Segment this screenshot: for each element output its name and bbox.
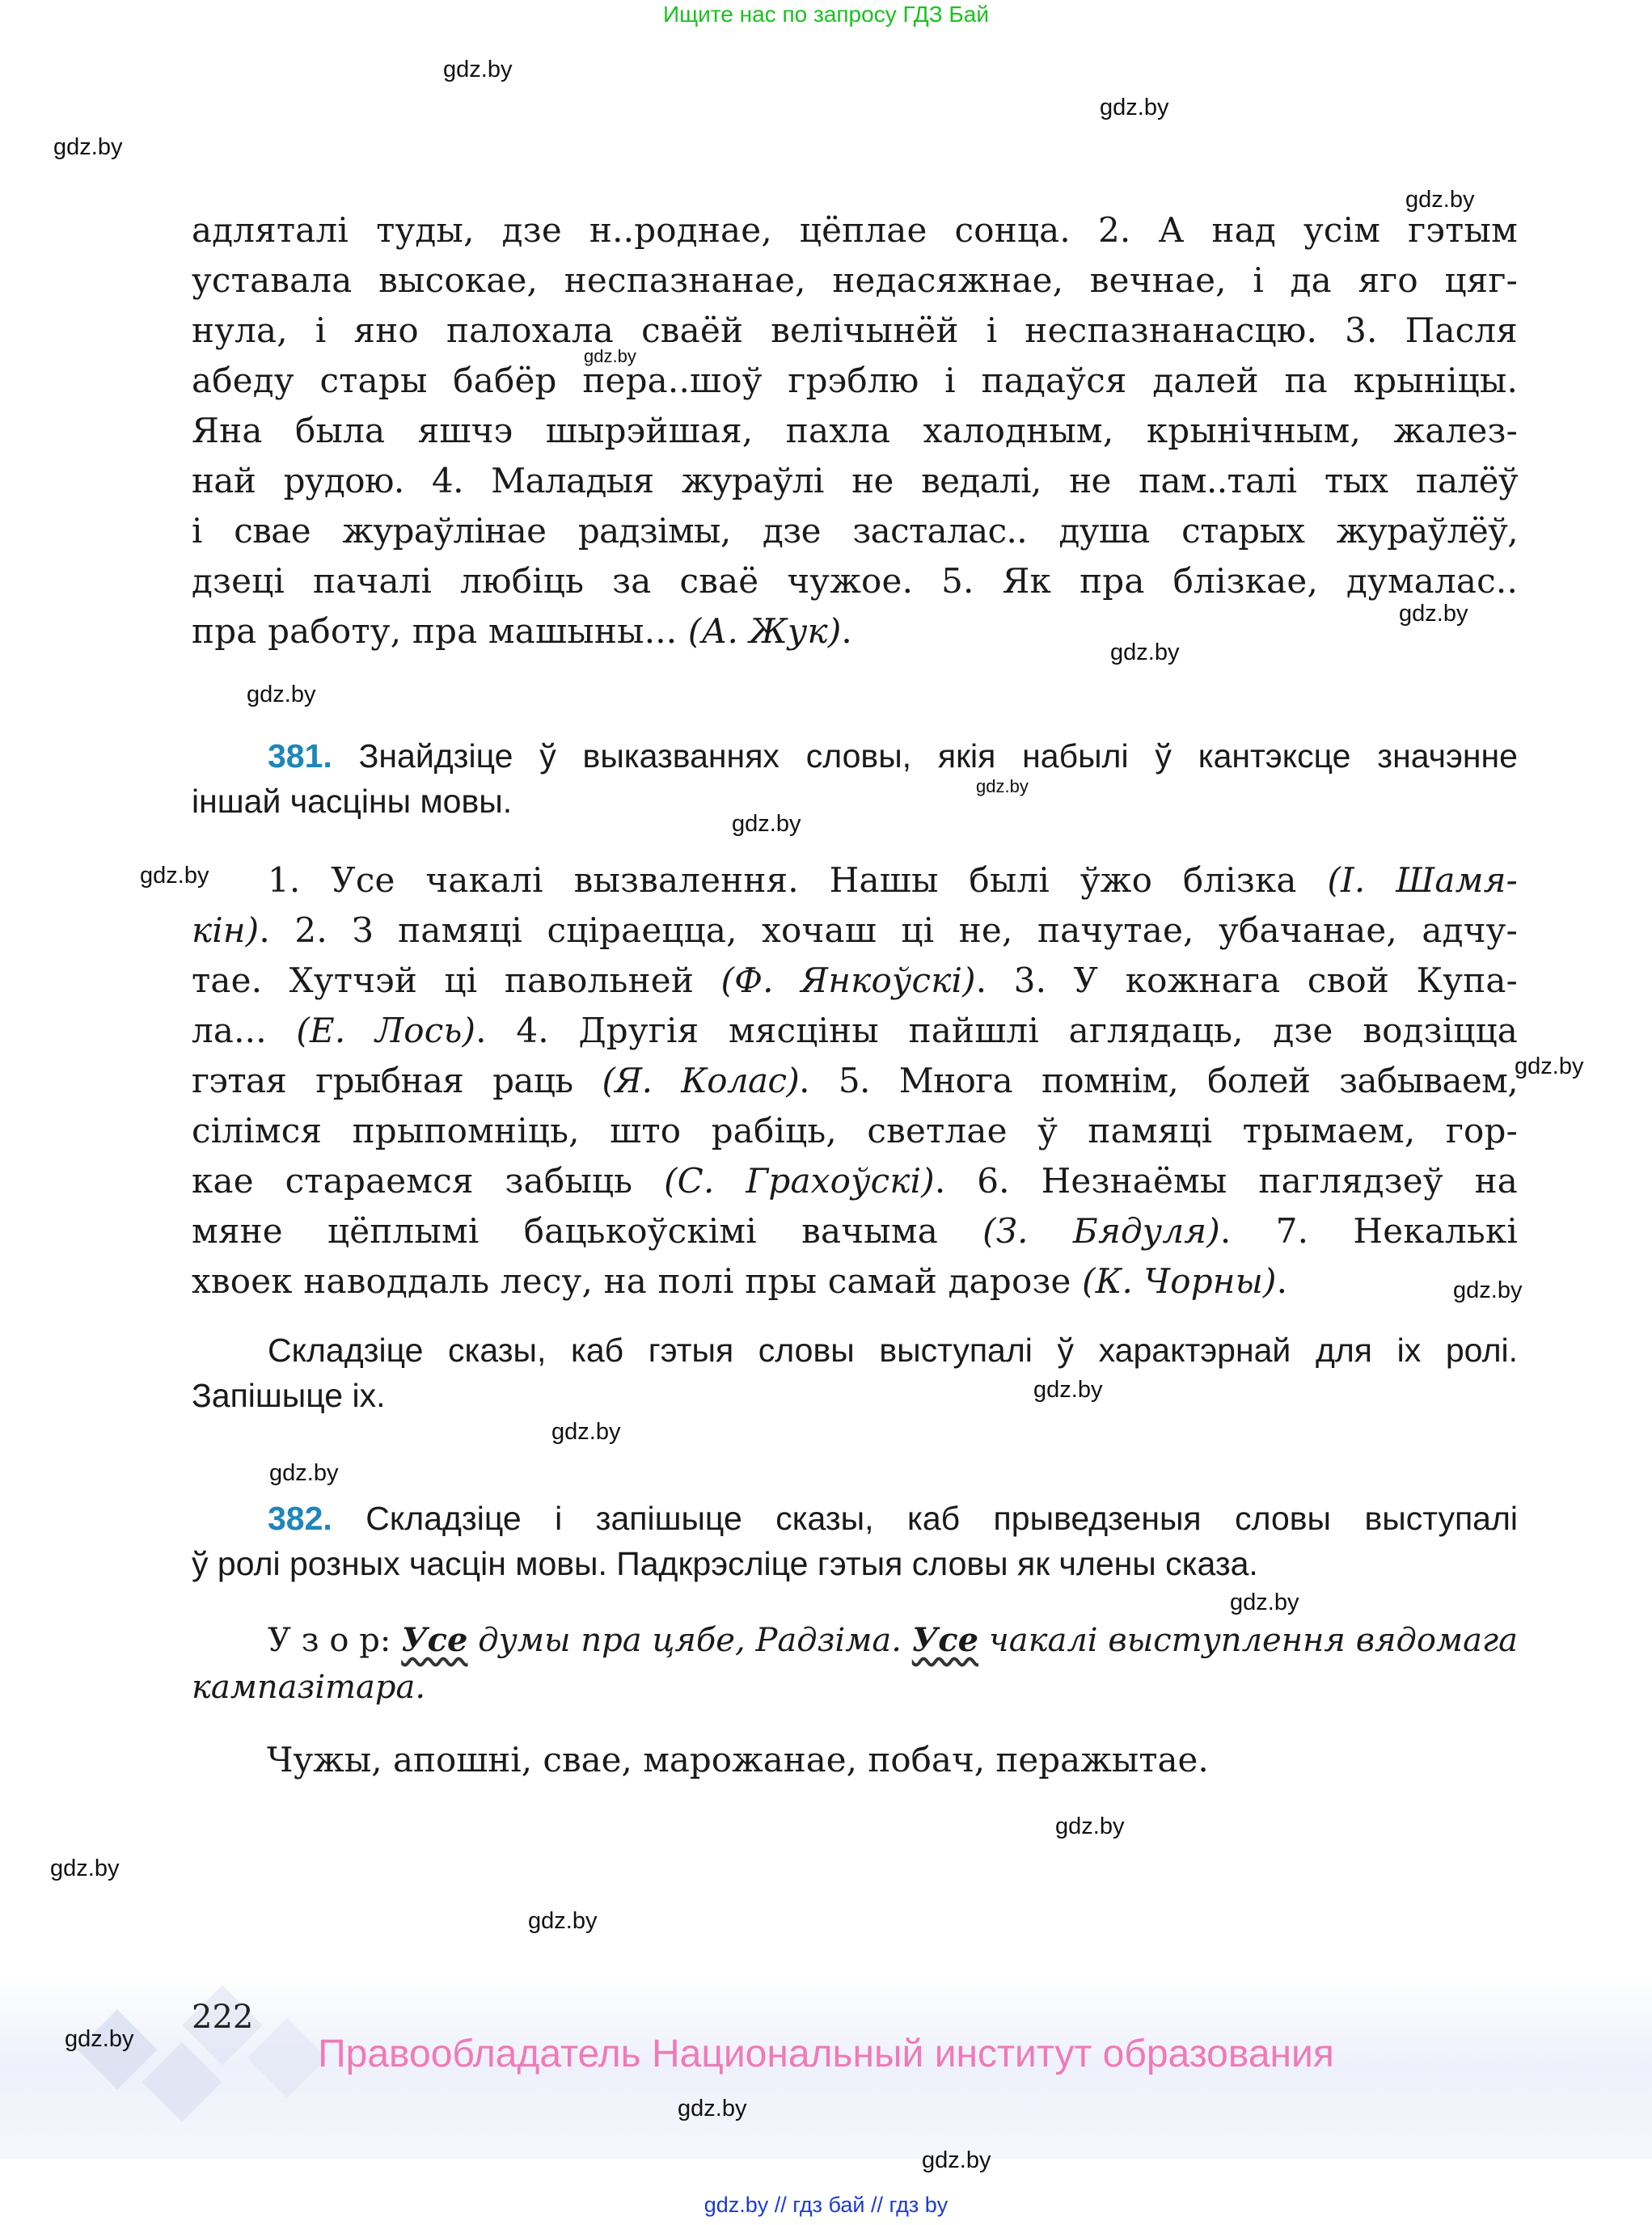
example-line	[192, 956, 1518, 1006]
task-381	[192, 733, 1518, 824]
watermark: gdz.by	[922, 2147, 991, 2173]
text-line: дзеці пачалі любіць за сваё чужое. 5. Як пра блізкае, думалас..	[192, 561, 1518, 601]
text-line: Яна была яшчэ шырэйшая, пахла халодным, крынічным, жалез-	[192, 411, 1518, 450]
author-citation: (К. Чорны)	[1082, 1261, 1277, 1301]
task-text: Знайдзіце ў выказваннях словы, якія набылі ў кантэксце значэнне	[358, 737, 1518, 775]
text-fragment: . 2. З памяці сціраецца, хочаш ці не, пачутае, убачанае, адчу-	[259, 910, 1518, 950]
sample-text: думы пра цябе, Радзіма.	[478, 1622, 902, 1659]
example-line	[192, 1006, 1518, 1056]
text-fragment: . 6. Незнаёмы паглядзеў на	[934, 1161, 1519, 1201]
text-fragment: гэтая грыбная раць	[192, 1061, 602, 1100]
text-line: уставала высокае, неспазнанае, недасяжнае, вечнае, і да яго цяг-	[192, 260, 1518, 300]
watermark: gdz.by	[65, 2026, 134, 2052]
sample-label: У з о р:	[268, 1622, 391, 1659]
task-text: іншай часціны мовы.	[192, 783, 513, 820]
sample-text: кампазітара.	[192, 1669, 426, 1706]
watermark: gdz.by	[269, 1460, 339, 1486]
watermark: gdz.by	[53, 134, 123, 160]
author-citation: (З. Бядуля)	[982, 1211, 1220, 1251]
text-line	[192, 606, 1518, 657]
example-line	[192, 855, 1518, 906]
excerpt-text	[192, 205, 1518, 657]
watermark: gdz.by	[1453, 1277, 1523, 1303]
text-fragment: . 3. У кожнага свой Купа-	[975, 961, 1518, 1000]
sample-underlined-word: Усе	[911, 1621, 979, 1659]
text-line: адляталі туды, дзе н..роднае, цёплае сонца. 2. А над усім гэтым	[192, 210, 1518, 250]
author-citation: (Ф. Янкоўскі)	[720, 961, 976, 1000]
text-line: нула, і яно палохала сваёй велічынёй і неспазнанасцю. 3. Пасля	[192, 310, 1518, 350]
author-citation: (А. Жук)	[687, 611, 842, 651]
watermark: gdz.by	[247, 682, 316, 707]
task-number: 382.	[268, 1500, 332, 1537]
text-fragment: 1. Усе чакалі вызвалення. Нашы былі ўжо блізка	[268, 860, 1328, 900]
text-fragment: хвоек наводдаль лесу, на полі пры самай дарозе	[192, 1261, 1083, 1301]
example-line	[192, 1206, 1518, 1256]
sample-block	[192, 1617, 1518, 1711]
watermark: gdz.by	[1100, 95, 1169, 120]
bottom-links[interactable]: gdz.by // гдз бай // гдз by	[703, 2193, 949, 2217]
text-line: абеду стары бабёр пера..шоў грэблю і падаўся далей па крыніцы.	[192, 361, 1518, 400]
text-fragment: кае стараемся забыць	[192, 1161, 665, 1201]
instruction-line: Запішыце іх.	[192, 1377, 386, 1414]
sample-text: чакалі выступлення вядомага	[988, 1622, 1518, 1659]
instruction-line: Складзіце сказы, каб гэтыя словы выступалі ў характэрнай для іх ролі.	[268, 1332, 1518, 1369]
top-banner[interactable]: Ищите нас по запросу ГДЗ Бай	[662, 2, 990, 27]
task-number: 381.	[268, 737, 332, 775]
watermark: gdz.by	[1110, 640, 1180, 665]
watermark: gdz.by	[976, 776, 1029, 796]
watermark: gdz.by	[1515, 1053, 1584, 1079]
page-number: 222	[192, 1999, 254, 2036]
task-381-instruction	[192, 1328, 1518, 1418]
text-fragment: . 5. Многа помнім, болей забываем,	[799, 1061, 1518, 1100]
author-citation: (І. Шамя-	[1327, 860, 1518, 900]
watermark: gdz.by	[443, 57, 513, 82]
task-heading	[192, 733, 1518, 779]
copyright-notice: Правообладатель Национальный институт образования	[318, 2033, 1334, 2075]
text-fragment: мяне цёплымі бацькоўскімі вачыма	[192, 1211, 983, 1251]
text-fragment: .	[841, 611, 852, 651]
author-citation: (С. Грахоўскі)	[664, 1161, 935, 1201]
watermark: gdz.by	[140, 863, 209, 889]
text-fragment: . 4. Другія мясціны пайшлі аглядаць, дзе водзіцца	[475, 1011, 1519, 1050]
text-fragment: .	[1276, 1261, 1288, 1301]
task-text: Складзіце і запішыце сказы, каб прыведзеныя словы выступалі	[365, 1500, 1518, 1537]
text-fragment: . 7. Некалькі	[1219, 1211, 1518, 1251]
example-line	[192, 906, 1518, 956]
watermark: gdz.by	[1399, 601, 1468, 627]
example-line	[192, 1056, 1518, 1106]
watermark: gdz.by	[732, 811, 801, 837]
text-fragment: ла...	[192, 1011, 297, 1050]
watermark: gdz.by	[1055, 1813, 1125, 1839]
example-line	[192, 1106, 1518, 1156]
author-citation: (Е. Лось)	[296, 1011, 476, 1050]
watermark: gdz.by	[678, 2096, 747, 2122]
task-text: ў ролі розных часцін мовы. Падкрэсліце гэтыя словы як члены сказа.	[192, 1545, 1258, 1582]
text-line: най рудою. 4. Маладыя жураўлі не ведалі, не пам..талі тых палёў	[192, 461, 1518, 500]
task-381-examples	[192, 855, 1518, 1307]
text-fragment: тае. Хутчэй ці павольней	[192, 961, 721, 1000]
watermark: gdz.by	[528, 1908, 598, 1934]
text-fragment: пра работу, пра машыны...	[192, 611, 678, 651]
example-line	[192, 1156, 1518, 1206]
watermark: gdz.by	[50, 1856, 120, 1881]
watermark: gdz.by	[584, 346, 636, 366]
example-line	[192, 1256, 1518, 1307]
watermark: gdz.by	[1230, 1590, 1299, 1615]
text-fragment: сілімся прыпомніць, што рабіць, светлае ў памяці трымаем, гор-	[192, 1111, 1518, 1150]
word-list: Чужы, апошні, свае, марожанае, побач, перажытае.	[267, 1740, 1209, 1780]
sample-line	[192, 1664, 1518, 1711]
text-line: і свае жураўлінае радзімы, дзе засталас.. душа старых жураўлёў,	[192, 511, 1518, 551]
watermark: gdz.by	[1033, 1377, 1103, 1403]
watermark: gdz.by	[551, 1419, 621, 1445]
author-citation: кін)	[192, 910, 260, 950]
task-heading	[192, 1496, 1518, 1541]
author-citation: (Я. Колас)	[602, 1061, 800, 1100]
task-382	[192, 1496, 1518, 1586]
sample-underlined-word: Усе	[401, 1621, 468, 1659]
watermark: gdz.by	[1405, 187, 1475, 213]
sample-line	[192, 1617, 1518, 1664]
